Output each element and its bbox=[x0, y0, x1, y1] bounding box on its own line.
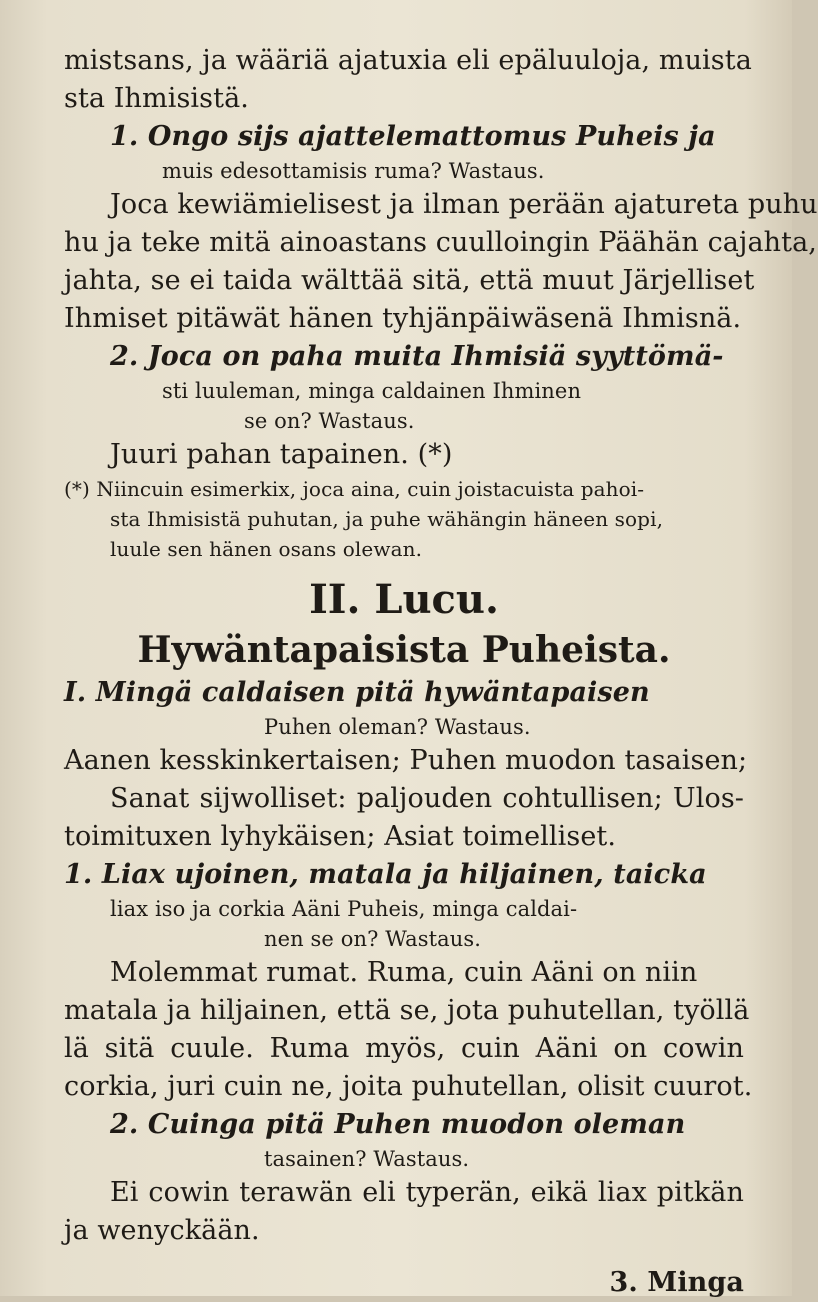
text-line: ja wenyckään. bbox=[64, 1215, 260, 1246]
text-line: mistsans, ja wääriä ajatuxia eli epäluuloja, muista bbox=[64, 45, 752, 76]
section-heading: Hywäntapaisista Puheista. bbox=[137, 629, 671, 671]
text-line: Joca kewiämielisest ja ilman perään ajatureta puhu bbox=[110, 189, 818, 220]
footnote-line: luule sen hänen osans olewan. bbox=[110, 537, 423, 561]
question-line: liax iso ja corkia Aäni Puheis, minga caldai- bbox=[110, 897, 578, 921]
question-line: 1. Liax ujoinen, matala ja hiljainen, taicka bbox=[64, 859, 707, 890]
text-line: jahta, se ei taida wälttää sitä, että muut Järjelliset bbox=[64, 265, 755, 296]
question-line: se on? Wastaus. bbox=[244, 409, 415, 433]
question-line: 1. Ongo sijs ajattelemattomus Puheis ja bbox=[110, 121, 716, 152]
question-line: muis edesottamisis ruma? Wastaus. bbox=[162, 159, 545, 183]
text-line: matala ja hiljainen, että se, jota puhutellan, työllä bbox=[64, 995, 750, 1026]
question-line: nen se on? Wastaus. bbox=[264, 927, 482, 951]
text-line: Sanat sijwolliset: paljouden cohtullisen; Ulos- bbox=[110, 783, 744, 814]
text-line: corkia, juri cuin ne, joita puhutellan, olisit cuurot. bbox=[64, 1071, 753, 1102]
question-line: sti luuleman, minga caldainen Ihminen bbox=[162, 379, 582, 403]
text-line: Molemmat rumat. Ruma, cuin Aäni on niin bbox=[110, 957, 698, 988]
question-line: Puhen oleman? Wastaus. bbox=[264, 715, 531, 739]
footnote-line: sta Ihmisistä puhutan, ja puhe wähängin häneen sopi, bbox=[110, 507, 664, 531]
text-line: Ei cowin terawän eli typerän, eikä liax pitkän bbox=[110, 1177, 744, 1208]
catchword: 3. Minga bbox=[609, 1267, 744, 1298]
page-text bbox=[64, 42, 818, 1302]
question-line: 2. Joca on paha muita Ihmisiä syyttömä- bbox=[110, 341, 724, 372]
text-line: Juuri pahan tapainen. (*) bbox=[110, 439, 453, 470]
question-line: 2. Cuinga pitä Puhen muodon oleman bbox=[110, 1109, 686, 1140]
text-line: Ihmiset pitäwät hänen tyhjänpäiwäsenä Ihmisnä. bbox=[64, 303, 742, 334]
chapter-title: II. Lucu. bbox=[309, 576, 499, 623]
text-line: hu ja teke mitä ainoastans cuulloingin Päähän cajahta, bbox=[64, 227, 817, 258]
question-line: I. Mingä caldaisen pitä hywäntapaisen bbox=[64, 677, 650, 708]
text-line: Aanen kesskinkertaisen; Puhen muodon tasaisen; bbox=[64, 745, 748, 776]
text-line: toimituxen lyhykäisen; Asiat toimelliset. bbox=[64, 821, 617, 852]
question-line: tasainen? Wastaus. bbox=[264, 1147, 470, 1171]
text-line: sta Ihmisistä. bbox=[64, 83, 249, 114]
footnote-line: (*) Niincuin esimerkix, joca aina, cuin joistacuista pahoi- bbox=[64, 477, 645, 501]
text-line: lä sitä cuule. Ruma myös, cuin Aäni on cowin bbox=[64, 1033, 744, 1064]
